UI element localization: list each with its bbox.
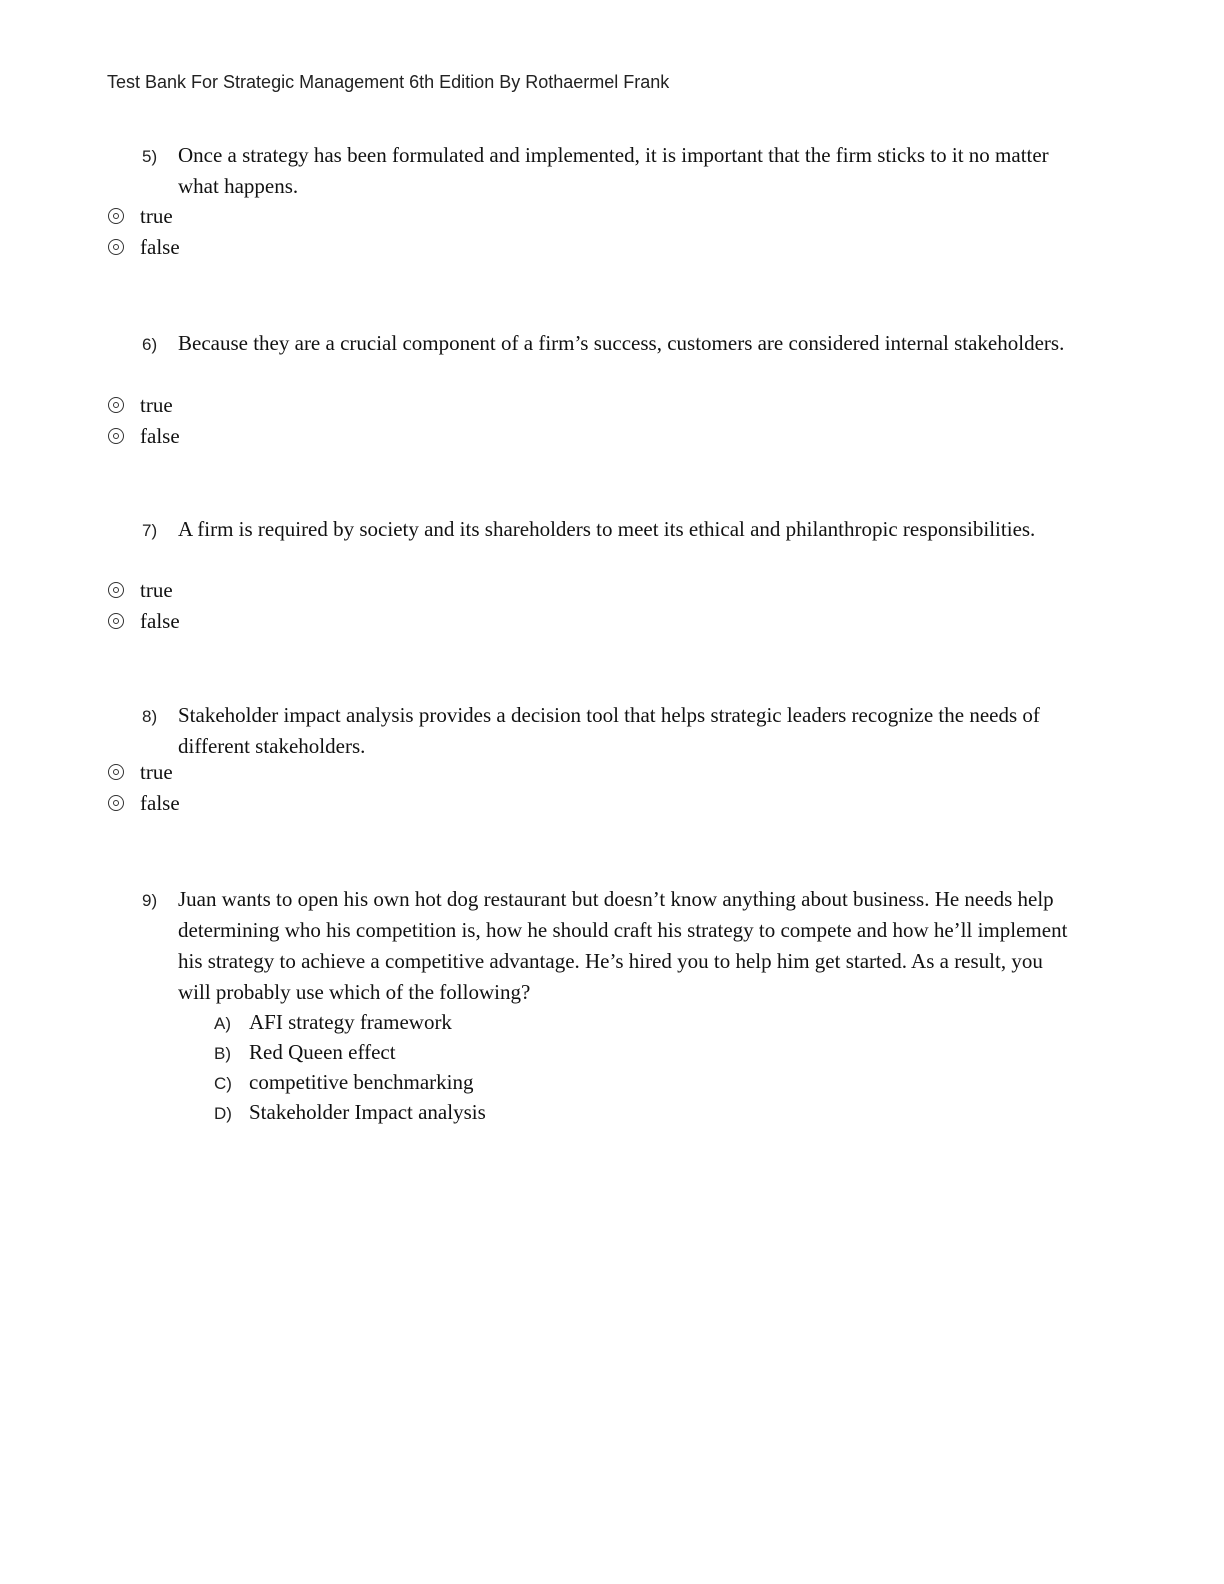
radio-button-icon[interactable] xyxy=(108,795,124,811)
choice-text: Stakeholder Impact analysis xyxy=(249,1100,486,1124)
option-false[interactable] xyxy=(108,235,180,259)
option-true[interactable] xyxy=(108,760,173,784)
radio-button-icon[interactable] xyxy=(108,428,124,444)
question-text: Because they are a crucial component of a firm’s success, customers are considered internal stakeholders. xyxy=(178,331,1065,355)
choice-text: AFI strategy framework xyxy=(249,1010,452,1034)
question-number: 8) xyxy=(142,707,158,726)
option-false[interactable] xyxy=(108,609,180,633)
choice-c[interactable] xyxy=(214,1070,474,1095)
option-true[interactable] xyxy=(108,393,173,417)
radio-button-icon[interactable] xyxy=(108,397,124,413)
option-label: false xyxy=(140,608,180,633)
option-label: true xyxy=(140,392,173,417)
choice-text: Red Queen effect xyxy=(249,1040,396,1064)
radio-button-icon[interactable] xyxy=(108,764,124,780)
question-number: 6) xyxy=(142,335,158,354)
option-label: true xyxy=(140,203,173,228)
choice-letter: A) xyxy=(214,1014,231,1033)
option-true[interactable] xyxy=(108,204,173,228)
radio-button-icon[interactable] xyxy=(108,239,124,255)
question-text: Juan wants to open his own hot dog restaurant but doesn’t know anything about business. He needs help determining who his competition is, how he should craft his strategy to compete and how he’ll implement his strategy to achieve a competitive advantage. He’s hired you to help him get started. As a result, you will probably use which of the following? xyxy=(178,887,1068,1004)
choice-text: competitive benchmarking xyxy=(249,1070,474,1094)
choice-b[interactable] xyxy=(214,1040,396,1065)
option-label: true xyxy=(140,759,173,784)
radio-button-icon[interactable] xyxy=(108,582,124,598)
option-label: false xyxy=(140,423,180,448)
question-number: 9) xyxy=(142,891,158,910)
choice-letter: D) xyxy=(214,1104,232,1123)
radio-button-icon[interactable] xyxy=(108,613,124,629)
option-label: true xyxy=(140,577,173,602)
option-label: false xyxy=(140,790,180,815)
question-text: Once a strategy has been formulated and implemented, it is important that the firm sticks to it no matter what happens. xyxy=(178,143,1049,198)
question-number: 5) xyxy=(142,147,158,166)
radio-button-icon[interactable] xyxy=(108,208,124,224)
question-number: 7) xyxy=(142,521,158,540)
choice-letter: B) xyxy=(214,1044,231,1063)
option-label: false xyxy=(140,234,180,259)
document-header: Test Bank For Strategic Management 6th Edition By Rothaermel Frank xyxy=(107,72,670,92)
question-text: A firm is required by society and its shareholders to meet its ethical and philanthropic responsibilities. xyxy=(178,517,1036,541)
option-true[interactable] xyxy=(108,578,173,602)
choice-letter: C) xyxy=(214,1074,232,1093)
option-false[interactable] xyxy=(108,424,180,448)
question-text: Stakeholder impact analysis provides a decision tool that helps strategic leaders recognize the needs of different stakeholders. xyxy=(178,703,1040,758)
option-false[interactable] xyxy=(108,791,180,815)
choice-d[interactable] xyxy=(214,1100,486,1125)
choice-a[interactable] xyxy=(214,1010,452,1035)
